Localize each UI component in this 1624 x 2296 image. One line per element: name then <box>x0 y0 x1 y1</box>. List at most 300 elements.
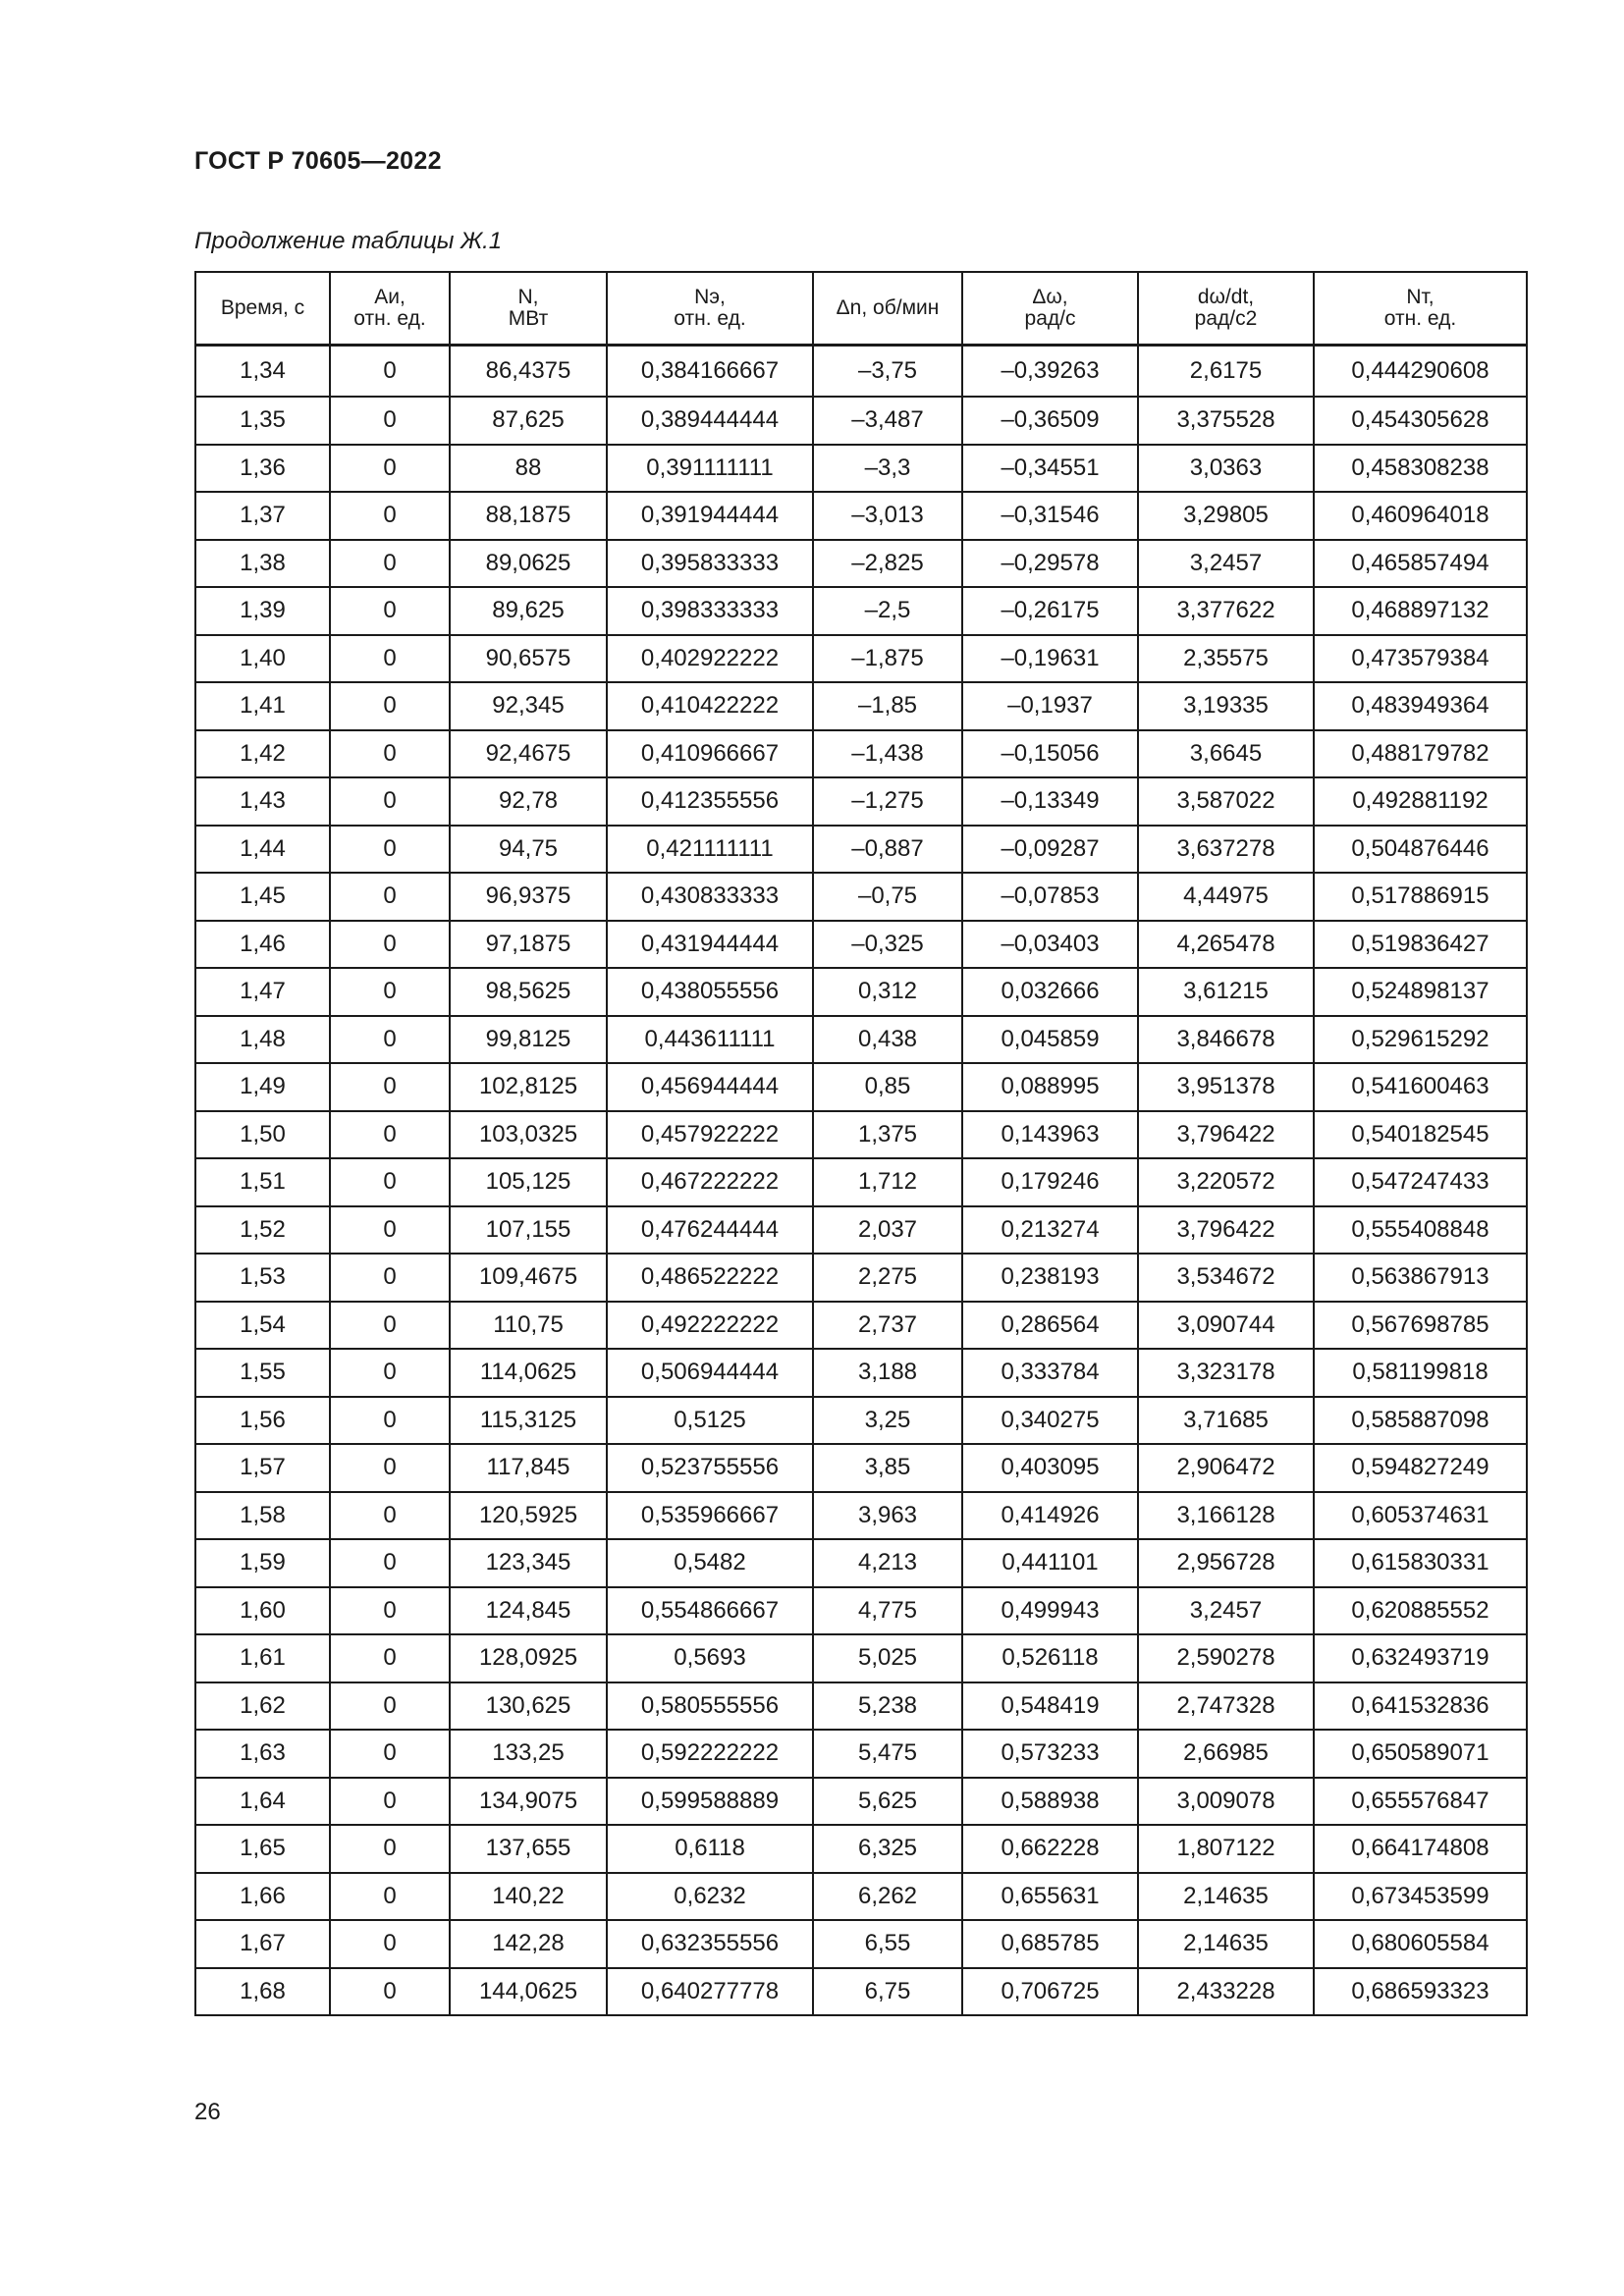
table-cell: 87,625 <box>450 397 607 445</box>
table-cell: –0,13349 <box>962 777 1138 826</box>
table-cell: 1,38 <box>195 540 330 588</box>
column-header-label: N, <box>517 286 539 308</box>
table-cell: 6,262 <box>813 1873 962 1921</box>
table-cell: 2,66985 <box>1138 1730 1314 1778</box>
table-cell: 3,61215 <box>1138 968 1314 1016</box>
table-cell: 96,9375 <box>450 873 607 921</box>
table-cell: 2,14635 <box>1138 1920 1314 1968</box>
table-cell: 1,47 <box>195 968 330 1016</box>
table-cell: 110,75 <box>450 1302 607 1350</box>
table-cell: 0,585887098 <box>1314 1397 1527 1445</box>
table-row <box>195 1254 1527 1302</box>
table-cell: 3,846678 <box>1138 1016 1314 1064</box>
table-cell: 124,845 <box>450 1587 607 1635</box>
column-header-power <box>450 272 607 346</box>
table-cell: 2,906472 <box>1138 1444 1314 1492</box>
table-cell: 0,581199818 <box>1314 1349 1527 1397</box>
table-cell: 3,587022 <box>1138 777 1314 826</box>
table-cell: 1,56 <box>195 1397 330 1445</box>
table-row <box>195 1539 1527 1587</box>
table-cell: –0,29578 <box>962 540 1138 588</box>
table-cell: 1,51 <box>195 1158 330 1206</box>
table-cell: 0 <box>330 682 450 730</box>
table-cell: 1,42 <box>195 730 330 778</box>
table-cell: 0 <box>330 1016 450 1064</box>
table-cell: 0,492881192 <box>1314 777 1527 826</box>
table-row <box>195 1920 1527 1968</box>
table-cell: 0,476244444 <box>607 1206 813 1255</box>
table-cell: 0 <box>330 1254 450 1302</box>
table-cell: 0,620885552 <box>1314 1587 1527 1635</box>
table-cell: 0,664174808 <box>1314 1825 1527 1873</box>
table-cell: 86,4375 <box>450 346 607 398</box>
table-cell: 1,65 <box>195 1825 330 1873</box>
table-cell: 1,807122 <box>1138 1825 1314 1873</box>
table-row <box>195 1349 1527 1397</box>
table-row <box>195 1682 1527 1731</box>
table-cell: 0,421111111 <box>607 826 813 874</box>
table-row <box>195 1825 1527 1873</box>
table-cell: –0,75 <box>813 873 962 921</box>
table-cell: 0,540182545 <box>1314 1111 1527 1159</box>
table-cell: 0,6232 <box>607 1873 813 1921</box>
table-row <box>195 1587 1527 1635</box>
table-cell: 0,454305628 <box>1314 397 1527 445</box>
table-row <box>195 635 1527 683</box>
table-row <box>195 397 1527 445</box>
table-cell: 2,037 <box>813 1206 962 1255</box>
table-cell: 0 <box>330 1539 450 1587</box>
table-cell: –1,85 <box>813 682 962 730</box>
table-cell: 114,0625 <box>450 1349 607 1397</box>
table-cell: 2,590278 <box>1138 1634 1314 1682</box>
table-cell: 3,796422 <box>1138 1206 1314 1255</box>
table-cell: 2,14635 <box>1138 1873 1314 1921</box>
table-cell: 0,384166667 <box>607 346 813 398</box>
table-cell: 3,377622 <box>1138 587 1314 635</box>
table-cell: –0,31546 <box>962 492 1138 540</box>
table-cell: 105,125 <box>450 1158 607 1206</box>
table-cell: 1,712 <box>813 1158 962 1206</box>
table-cell: 0 <box>330 1587 450 1635</box>
table-cell: –0,1937 <box>962 682 1138 730</box>
table-cell: 0,286564 <box>962 1302 1138 1350</box>
table-cell: 0,592222222 <box>607 1730 813 1778</box>
table-cell: 1,66 <box>195 1873 330 1921</box>
table-cell: 0,85 <box>813 1063 962 1111</box>
table-cell: 0,599588889 <box>607 1778 813 1826</box>
table-cell: 142,28 <box>450 1920 607 1968</box>
table-cell: –0,15056 <box>962 730 1138 778</box>
table-cell: 2,6175 <box>1138 346 1314 398</box>
table-cell: 1,375 <box>813 1111 962 1159</box>
table-cell: 4,265478 <box>1138 921 1314 969</box>
table-cell: 5,475 <box>813 1730 962 1778</box>
table-row <box>195 1016 1527 1064</box>
table-cell: 0,458308238 <box>1314 445 1527 493</box>
table-cell: 0,213274 <box>962 1206 1138 1255</box>
table-cell: 0 <box>330 1873 450 1921</box>
table-cell: 97,1875 <box>450 921 607 969</box>
table-cell: 0,398333333 <box>607 587 813 635</box>
table-cell: 144,0625 <box>450 1968 607 2016</box>
table-cell: 0,615830331 <box>1314 1539 1527 1587</box>
table-cell: 0,5125 <box>607 1397 813 1445</box>
table-row <box>195 1873 1527 1921</box>
table-row <box>195 1397 1527 1445</box>
column-header-label: Δω, <box>1032 286 1068 308</box>
table-cell: 1,41 <box>195 682 330 730</box>
table-cell: 115,3125 <box>450 1397 607 1445</box>
table-cell: 3,375528 <box>1138 397 1314 445</box>
table-cell: 3,796422 <box>1138 1111 1314 1159</box>
table-cell: –1,875 <box>813 635 962 683</box>
table-cell: 0 <box>330 1968 450 2016</box>
table-cell: 0 <box>330 1444 450 1492</box>
column-header-time <box>195 272 330 346</box>
table-cell: 0,535966667 <box>607 1492 813 1540</box>
table-cell: –0,07853 <box>962 873 1138 921</box>
table-cell: 0,333784 <box>962 1349 1138 1397</box>
table-cell: 3,29805 <box>1138 492 1314 540</box>
table-cell: 3,85 <box>813 1444 962 1492</box>
table-cell: 0,541600463 <box>1314 1063 1527 1111</box>
table-cell: 88 <box>450 445 607 493</box>
table-cell: 0,395833333 <box>607 540 813 588</box>
table-cell: 0,632355556 <box>607 1920 813 1968</box>
table-cell: 0,443611111 <box>607 1016 813 1064</box>
table-cell: 3,090744 <box>1138 1302 1314 1350</box>
table-cell: 1,39 <box>195 587 330 635</box>
table-cell: 2,737 <box>813 1302 962 1350</box>
table-row <box>195 1730 1527 1778</box>
table-cell: 120,5925 <box>450 1492 607 1540</box>
table-cell: –3,75 <box>813 346 962 398</box>
table-cell: 5,238 <box>813 1682 962 1731</box>
table-cell: 1,34 <box>195 346 330 398</box>
table-cell: 1,40 <box>195 635 330 683</box>
table-cell: 0,088995 <box>962 1063 1138 1111</box>
table-cell: –0,887 <box>813 826 962 874</box>
table-cell: –0,03403 <box>962 921 1138 969</box>
table-cell: 0,680605584 <box>1314 1920 1527 1968</box>
column-header-label: dω/dt, <box>1197 286 1255 308</box>
table-cell: 1,36 <box>195 445 330 493</box>
table-cell: 0,143963 <box>962 1111 1138 1159</box>
table-cell: 0 <box>330 587 450 635</box>
table-cell: 1,64 <box>195 1778 330 1826</box>
table-cell: 1,55 <box>195 1349 330 1397</box>
table-cell: 1,44 <box>195 826 330 874</box>
table-cell: 0,5693 <box>607 1634 813 1682</box>
table-cell: 133,25 <box>450 1730 607 1778</box>
table-cell: 0,391944444 <box>607 492 813 540</box>
table-cell: 1,48 <box>195 1016 330 1064</box>
table-cell: –0,26175 <box>962 587 1138 635</box>
table-cell: 0,492222222 <box>607 1302 813 1350</box>
table-cell: 0 <box>330 1778 450 1826</box>
table-cell: 94,75 <box>450 826 607 874</box>
table-cell: 0,460964018 <box>1314 492 1527 540</box>
table-cell: 3,534672 <box>1138 1254 1314 1302</box>
table-cell: 0,456944444 <box>607 1063 813 1111</box>
table-cell: 1,45 <box>195 873 330 921</box>
table-cell: 1,59 <box>195 1539 330 1587</box>
table-cell: 102,8125 <box>450 1063 607 1111</box>
table-cell: 0,547247433 <box>1314 1158 1527 1206</box>
table-cell: 0 <box>330 777 450 826</box>
table-cell: 0,5482 <box>607 1539 813 1587</box>
table-cell: 1,46 <box>195 921 330 969</box>
table-cell: 0 <box>330 968 450 1016</box>
table-cell: 0 <box>330 1397 450 1445</box>
table-cell: 0,554866667 <box>607 1587 813 1635</box>
table-row <box>195 1111 1527 1159</box>
column-header-unit: отн. ед. <box>353 307 426 330</box>
table-cell: 0,444290608 <box>1314 346 1527 398</box>
table-cell: 0,032666 <box>962 968 1138 1016</box>
table-cell: 0,430833333 <box>607 873 813 921</box>
table-cell: 130,625 <box>450 1682 607 1731</box>
table-cell: 0,555408848 <box>1314 1206 1527 1255</box>
table-cell: 1,43 <box>195 777 330 826</box>
column-header-electrical-power <box>607 272 813 346</box>
table-cell: 1,52 <box>195 1206 330 1255</box>
table-cell: 0,473579384 <box>1314 635 1527 683</box>
table-cell: 0,580555556 <box>607 1682 813 1731</box>
column-header-unit: МВт <box>508 307 549 330</box>
table-cell: 0,467222222 <box>607 1158 813 1206</box>
table-cell: 89,625 <box>450 587 607 635</box>
table-row <box>195 921 1527 969</box>
table-cell: 123,345 <box>450 1539 607 1587</box>
table-cell: 0,468897132 <box>1314 587 1527 635</box>
table-cell: 0 <box>330 1730 450 1778</box>
table-cell: 107,155 <box>450 1206 607 1255</box>
table-cell: 0,506944444 <box>607 1349 813 1397</box>
table-cell: 0,438055556 <box>607 968 813 1016</box>
table-cell: 0 <box>330 1206 450 1255</box>
table-row <box>195 1968 1527 2016</box>
table-cell: –0,39263 <box>962 346 1138 398</box>
table-cell: 98,5625 <box>450 968 607 1016</box>
table-cell: –3,487 <box>813 397 962 445</box>
column-header-label: Aи, <box>374 286 406 308</box>
table-cell: 1,67 <box>195 1920 330 1968</box>
table-cell: 0,519836427 <box>1314 921 1527 969</box>
table-cell: 1,63 <box>195 1730 330 1778</box>
table-cell: 2,956728 <box>1138 1539 1314 1587</box>
table-cell: 3,009078 <box>1138 1778 1314 1826</box>
table-cell: 5,025 <box>813 1634 962 1682</box>
table-cell: 1,68 <box>195 1968 330 2016</box>
table-cell: –0,19631 <box>962 635 1138 683</box>
table-cell: 0 <box>330 1682 450 1731</box>
table-cell: 6,325 <box>813 1825 962 1873</box>
table-row <box>195 1302 1527 1350</box>
column-header-unit: рад/с2 <box>1194 307 1258 330</box>
table-cell: 3,25 <box>813 1397 962 1445</box>
page-number: 26 <box>194 2099 221 2125</box>
column-header-unit: отн. ед. <box>674 307 746 330</box>
column-header-angular-acceleration <box>1138 272 1314 346</box>
table-cell: 0,431944444 <box>607 921 813 969</box>
table-row <box>195 1444 1527 1492</box>
table-cell: 0 <box>330 1063 450 1111</box>
table-cell: 0,488179782 <box>1314 730 1527 778</box>
table-cell: 0,410422222 <box>607 682 813 730</box>
table-cell: 0,340275 <box>962 1397 1138 1445</box>
table-cell: 0,573233 <box>962 1730 1138 1778</box>
table-cell: 1,54 <box>195 1302 330 1350</box>
table-cell: 0 <box>330 1492 450 1540</box>
table-cell: 3,19335 <box>1138 682 1314 730</box>
table-cell: 3,2457 <box>1138 540 1314 588</box>
table-cell: 0 <box>330 397 450 445</box>
table-cell: –3,3 <box>813 445 962 493</box>
table-row <box>195 777 1527 826</box>
table-cell: 0,504876446 <box>1314 826 1527 874</box>
table-cell: 99,8125 <box>450 1016 607 1064</box>
table-cell: –0,09287 <box>962 826 1138 874</box>
table-cell: 0,402922222 <box>607 635 813 683</box>
data-table <box>194 271 1528 2016</box>
table-cell: –2,825 <box>813 540 962 588</box>
table-cell: 0,441101 <box>962 1539 1138 1587</box>
table-cell: –0,325 <box>813 921 962 969</box>
table-cell: 0,6118 <box>607 1825 813 1873</box>
table-row <box>195 492 1527 540</box>
table-row <box>195 1206 1527 1255</box>
table-cell: 0,438 <box>813 1016 962 1064</box>
column-header-label: Δn, об/мин <box>836 296 940 319</box>
column-header-speed-deviation <box>813 272 962 346</box>
table-cell: 5,625 <box>813 1778 962 1826</box>
table-cell: –0,36509 <box>962 397 1138 445</box>
table-row <box>195 445 1527 493</box>
table-cell: 0,655631 <box>962 1873 1138 1921</box>
column-header-label: Nт, <box>1406 286 1435 308</box>
column-header-label: Время, с <box>220 296 305 319</box>
table-cell: 2,35575 <box>1138 635 1314 683</box>
table-cell: 4,44975 <box>1138 873 1314 921</box>
table-cell: 2,433228 <box>1138 1968 1314 2016</box>
table-cell: 0,685785 <box>962 1920 1138 1968</box>
table-cell: 0,389444444 <box>607 397 813 445</box>
table-cell: 0,465857494 <box>1314 540 1527 588</box>
table-cell: 0,526118 <box>962 1634 1138 1682</box>
table-cell: 0,517886915 <box>1314 873 1527 921</box>
table-cell: 3,6645 <box>1138 730 1314 778</box>
table-row <box>195 1063 1527 1111</box>
table-cell: 0,486522222 <box>607 1254 813 1302</box>
table-cell: 0 <box>330 1302 450 1350</box>
table-cell: 0 <box>330 445 450 493</box>
table-cell: 0,410966667 <box>607 730 813 778</box>
table-cell: 0,632493719 <box>1314 1634 1527 1682</box>
table-cell: 1,58 <box>195 1492 330 1540</box>
table-cell: 3,166128 <box>1138 1492 1314 1540</box>
table-cell: 0 <box>330 921 450 969</box>
table-cell: –0,34551 <box>962 445 1138 493</box>
table-cell: 0,641532836 <box>1314 1682 1527 1731</box>
table-cell: 0 <box>330 1634 450 1682</box>
table-row <box>195 1158 1527 1206</box>
table-cell: 4,213 <box>813 1539 962 1587</box>
table-cell: 0 <box>330 730 450 778</box>
table-cell: 1,57 <box>195 1444 330 1492</box>
table-cell: 0,391111111 <box>607 445 813 493</box>
table-row <box>195 1634 1527 1682</box>
table-cell: 0 <box>330 346 450 398</box>
table-row <box>195 1778 1527 1826</box>
table-cell: 0,529615292 <box>1314 1016 1527 1064</box>
table-cell: 0,523755556 <box>607 1444 813 1492</box>
table-cell: 134,9075 <box>450 1778 607 1826</box>
table-cell: 3,637278 <box>1138 826 1314 874</box>
table-cell: 1,37 <box>195 492 330 540</box>
table-cell: 0,412355556 <box>607 777 813 826</box>
table-cell: 1,53 <box>195 1254 330 1302</box>
table-cell: 0 <box>330 1158 450 1206</box>
table-cell: 1,61 <box>195 1634 330 1682</box>
table-cell: 0,483949364 <box>1314 682 1527 730</box>
table-cell: –2,5 <box>813 587 962 635</box>
table-cell: 3,2457 <box>1138 1587 1314 1635</box>
table-cell: 117,845 <box>450 1444 607 1492</box>
table-row <box>195 826 1527 874</box>
table-cell: 0 <box>330 826 450 874</box>
table-cell: –3,013 <box>813 492 962 540</box>
table-cell: 0,567698785 <box>1314 1302 1527 1350</box>
table-cell: 0,403095 <box>962 1444 1138 1492</box>
column-header-unit: рад/с <box>1024 307 1076 330</box>
table-cell: 89,0625 <box>450 540 607 588</box>
column-header-angular-deviation <box>962 272 1138 346</box>
table-cell: 0 <box>330 635 450 683</box>
table-cell: 103,0325 <box>450 1111 607 1159</box>
table-header-row <box>195 272 1527 346</box>
table-cell: 3,0363 <box>1138 445 1314 493</box>
table-cell: 3,951378 <box>1138 1063 1314 1111</box>
table-row <box>195 540 1527 588</box>
table-cell: 92,78 <box>450 777 607 826</box>
table-cell: 6,55 <box>813 1920 962 1968</box>
table-cell: 140,22 <box>450 1873 607 1921</box>
table-cell: 1,60 <box>195 1587 330 1635</box>
table-cell: 0,238193 <box>962 1254 1138 1302</box>
table-cell: 6,75 <box>813 1968 962 2016</box>
column-header-unit: отн. ед. <box>1383 307 1457 330</box>
table-cell: 0,640277778 <box>607 1968 813 2016</box>
table-cell: 0 <box>330 1111 450 1159</box>
table-cell: 109,4675 <box>450 1254 607 1302</box>
table-row <box>195 587 1527 635</box>
table-cell: 0 <box>330 1920 450 1968</box>
table-cell: 0,650589071 <box>1314 1730 1527 1778</box>
table-cell: 90,6575 <box>450 635 607 683</box>
table-cell: 0,499943 <box>962 1587 1138 1635</box>
table-cell: 3,71685 <box>1138 1397 1314 1445</box>
table-cell: 0,563867913 <box>1314 1254 1527 1302</box>
table-row <box>195 1492 1527 1540</box>
table-cell: 128,0925 <box>450 1634 607 1682</box>
table-row <box>195 346 1527 398</box>
table-cell: 0,662228 <box>962 1825 1138 1873</box>
table-cell: 3,963 <box>813 1492 962 1540</box>
table-cell: 3,323178 <box>1138 1349 1314 1397</box>
document-code: ГОСТ Р 70605—2022 <box>194 147 442 175</box>
